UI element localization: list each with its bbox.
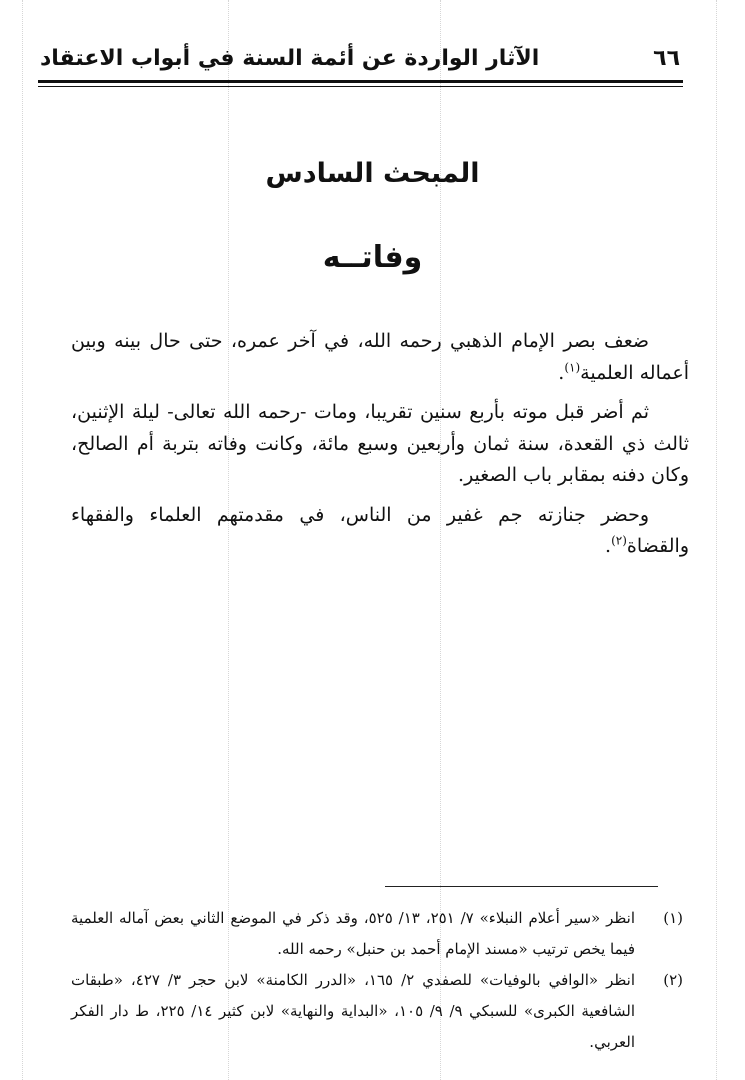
running-title: الآثار الواردة عن أئمة السنة في أبواب الاعتقاد bbox=[40, 45, 540, 71]
paragraph bbox=[71, 397, 689, 492]
paragraph bbox=[71, 500, 689, 563]
footnote bbox=[71, 965, 683, 1058]
page-number: ٦٦ bbox=[653, 45, 680, 71]
paragraph bbox=[71, 326, 689, 389]
paragraph-end: . bbox=[558, 361, 565, 384]
chapter-title: وفاتــه bbox=[322, 240, 423, 275]
header-rule-thin bbox=[38, 86, 683, 87]
footnote-ref[interactable]: (٢) bbox=[611, 533, 627, 548]
footnote-text: انظر «الوافي بالوفيات» للصفدي ٢/ ١٦٥، «الدرر الكامنة» لابن حجر ٣/ ٤٢٧، «طبقات الشافعية الكبرى» للسبكي ٩/ ٩/ ١٠٥، «البداية والنهاية» لابن كثير ١٤/ ٢٢٥، ط دار الفكر العربي. bbox=[71, 971, 636, 1051]
footnote-number: (١) bbox=[663, 909, 683, 927]
paragraph-end: . bbox=[605, 535, 612, 557]
page-header bbox=[40, 38, 680, 78]
paragraph-text: ضعف بصر الإمام الذهبي رحمه الله، في آخر عمره، حتى حال بينه وبين أعماله العلمية bbox=[71, 330, 689, 384]
footnote bbox=[71, 903, 683, 965]
header-rule bbox=[38, 80, 683, 83]
footnote-text: انظر «سير أعلام النبلاء» ٧/ ٢٥١، ١٣/ ٥٢٥، وقد ذكر في الموضع الثاني بعض آماله العلمية فيما يخص ترتيب «مسند الإمام أحمد بن حنبل» رحمه الله. bbox=[71, 909, 636, 958]
footnote-ref[interactable]: (١) bbox=[564, 360, 581, 375]
footnote-separator bbox=[385, 886, 658, 887]
footnote-number: (٢) bbox=[663, 971, 683, 989]
paragraph-text: وحضر جنازته جم غفير من الناس، في مقدمتهم العلماء والفقهاء والقضاة bbox=[71, 503, 689, 557]
footnotes bbox=[71, 903, 683, 1058]
body-text bbox=[71, 326, 689, 571]
paragraph-text: ثم أضر قبل موته بأربع سنين تقريبا، ومات -رحمه الله تعالى- ليلة الإثنين، ثالث ذي القعدة، سنة ثمان وأربعين وسبع مائة، وكانت وفاته بتربة أم الصالح، وكان دفنه بمقابر باب الصغير. bbox=[71, 401, 689, 486]
section-title: المبحث السادس bbox=[265, 158, 480, 189]
